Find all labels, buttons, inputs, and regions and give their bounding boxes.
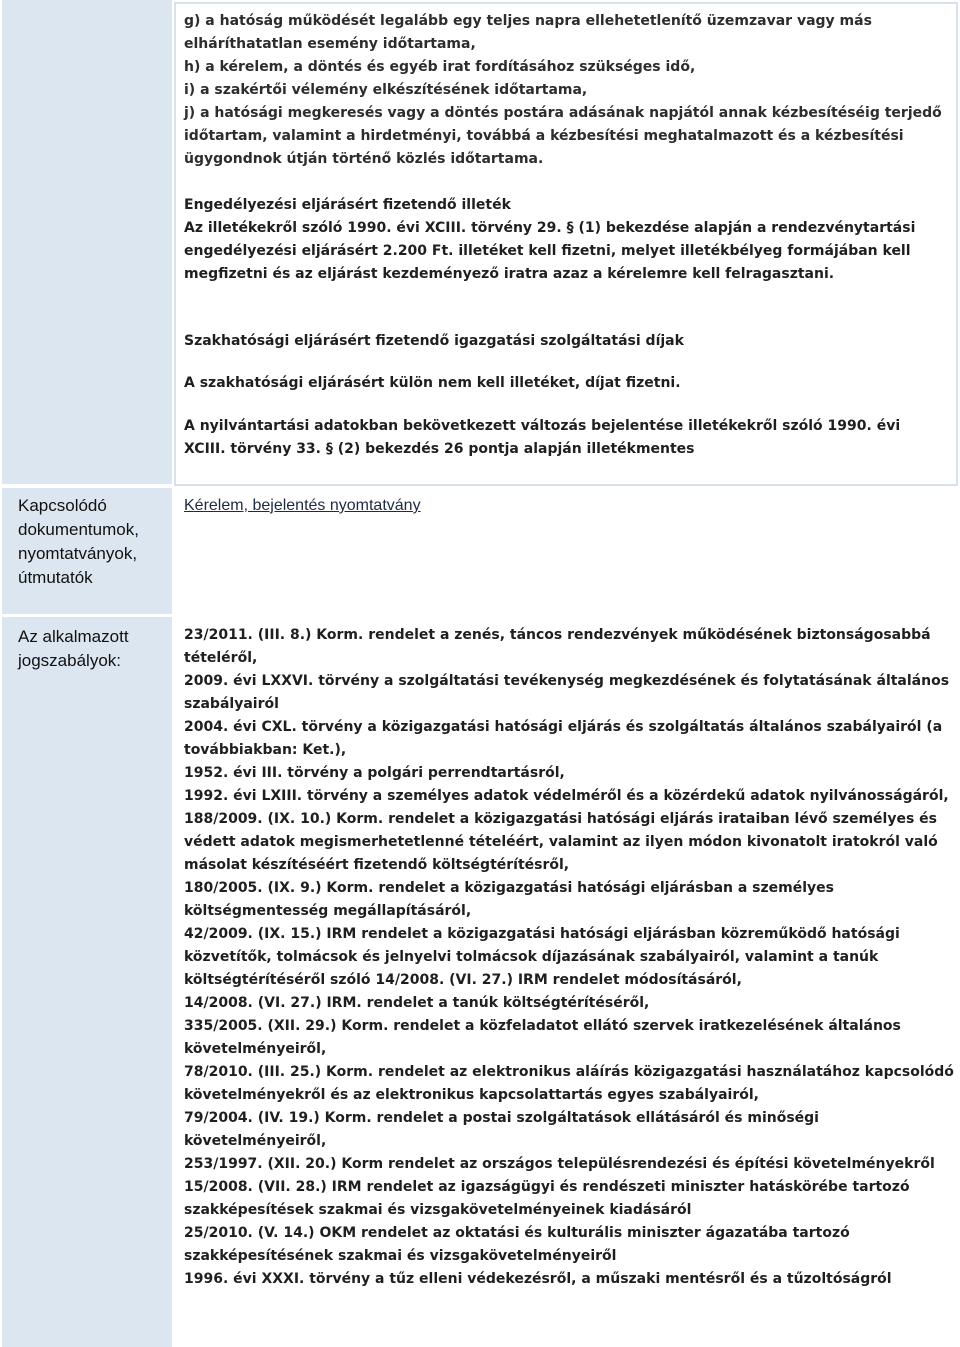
law-item: 15/2008. (VII. 28.) IRM rendelet az igazságügyi és rendészeti miniszter hatáskörébe tartozó szakképesítések szakmai és vizsgakövetelményeinek kiadásáról (184, 1179, 910, 1218)
law-item: 42/2009. (IX. 15.) IRM rendelet a közigazgatási hatósági eljárásban közreműködő hatósági közvetítők, tolmácsok és jelnyelvi tolmácsok díjazásának szabályairól, valamint a tanúk költségtérítéséről szóló 14/2008. (VI. 27.) IRM rendelet módosításáról, (184, 926, 900, 988)
law-item: 2004. évi CXL. törvény a közigazgatási hatósági eljárás és szolgáltatás általános szabályairól (a továbbiakban: Ket.), (184, 719, 943, 758)
expert-fee-text: A szakhatósági eljárásért külön nem kell illetéket, díjat fizetni. (184, 375, 681, 391)
law-item: 2009. évi LXXVI. törvény a szolgáltatási tevékenység megkezdésének és folytatásának általános szabályairól (184, 673, 950, 712)
row3-label-cell (2, 617, 172, 1347)
list-item-g: g) a hatóság működését legalább egy teljes napra ellehetetlenítő üzemzavar vagy más elháríthatatlan esemény időtartama, (184, 13, 872, 52)
law-item: 253/1997. (XII. 20.) Korm rendelet az országos településrendezési és építési követelményekről (184, 1156, 935, 1172)
law-item: 14/2008. (VI. 27.) IRM. rendelet a tanúk költségtérítéséről, (184, 995, 650, 1011)
fee-heading: Engedélyezési eljárásért fizetendő illeték (184, 197, 511, 213)
applicable-laws-label: Az alkalmazott jogszabályok: (18, 627, 129, 670)
row1-label-cell (2, 0, 172, 484)
list-item-h: h) a kérelem, a döntés és egyéb irat fordításához szükséges idő, (184, 59, 696, 75)
list-item-j: j) a hatósági megkeresés vagy a döntés postára adásának napjától annak kézbesítéséig terjedő időtartam, valamint a hirdetményi, továbbá a kézbesítési meghatalmazott és a kézbesítési ügygondnok útján történő közlés időtartama. (184, 105, 942, 167)
law-item: 78/2010. (III. 25.) Korm. rendelet az elektronikus aláírás közigazgatási használatához kapcsolódó követelményekről és az elektronikus kapcsolattartás egyes szabályairól, (184, 1064, 954, 1103)
registry-change-text: A nyilvántartási adatokban bekövetkezett változás bejelentése illetékekről szóló 1990. évi XCIII. törvény 33. § (2) bekezdés 26 pontja alapján illetékmentes (184, 418, 901, 457)
law-item: 23/2011. (III. 8.) Korm. rendelet a zenés, táncos rendezvények működésének biztonságosabbá tételéről, (184, 627, 931, 666)
law-item: 1952. évi III. törvény a polgári perrendtartásról, (184, 765, 565, 781)
law-item: 1992. évi LXIII. törvény a személyes adatok védelméről és a közérdekű adatok nyilvánosságáról, (184, 788, 949, 804)
expert-fee-heading: Szakhatósági eljárásért fizetendő igazgatási szolgáltatási díjak (184, 333, 684, 349)
law-item: 188/2009. (IX. 10.) Korm. rendelet a közigazgatási hatósági eljárás irataiban lévő személyes és védett adatok megismerhetetlenné tételéért, valamint az ilyen módon kivonatolt iratokról való másolat készítéséért fizetendő költségtérítésről, (184, 811, 938, 873)
law-item: 180/2005. (IX. 9.) Korm. rendelet a közigazgatási hatósági eljárásban a személyes költségmentesség megállapításáról, (184, 880, 834, 919)
laws-list (184, 624, 954, 1291)
law-item: 1996. évi XXXI. törvény a tűz elleni védekezésről, a műszaki mentésről és a tűzoltóságról (184, 1271, 892, 1287)
law-item: 79/2004. (IV. 19.) Korm. rendelet a postai szolgáltatások ellátásáról és minőségi követelményeiről, (184, 1110, 819, 1149)
fee-text: Az illetékekről szóló 1990. évi XCIII. törvény 29. § (1) bekezdése alapján a rendezvénytartási engedélyezési eljárásért 2.200 Ft. illetéket kell fizetni, melyet illetékbélyeg formájában kell megfizetni és az eljárást kezdeményező iratra azaz a kérelemre kell felragasztani. (184, 220, 916, 282)
law-item: 335/2005. (XII. 29.) Korm. rendelet a közfeladatot ellátó szervek iratkezelésének általános követelményeiről, (184, 1018, 901, 1057)
request-form-link[interactable]: Kérelem, bejelentés nyomtatvány (184, 497, 421, 514)
law-item: 25/2010. (V. 14.) OKM rendelet az oktatási és kulturális miniszter ágazatába tartozó szakképesítésének szakmai és vizsgakövetelményeiről (184, 1225, 850, 1264)
list-item-i: i) a szakértői vélemény elkészítésének időtartama, (184, 82, 588, 98)
related-documents-label: Kapcsolódó dokumentumok, nyomtatványok, útmutatók (18, 496, 139, 587)
